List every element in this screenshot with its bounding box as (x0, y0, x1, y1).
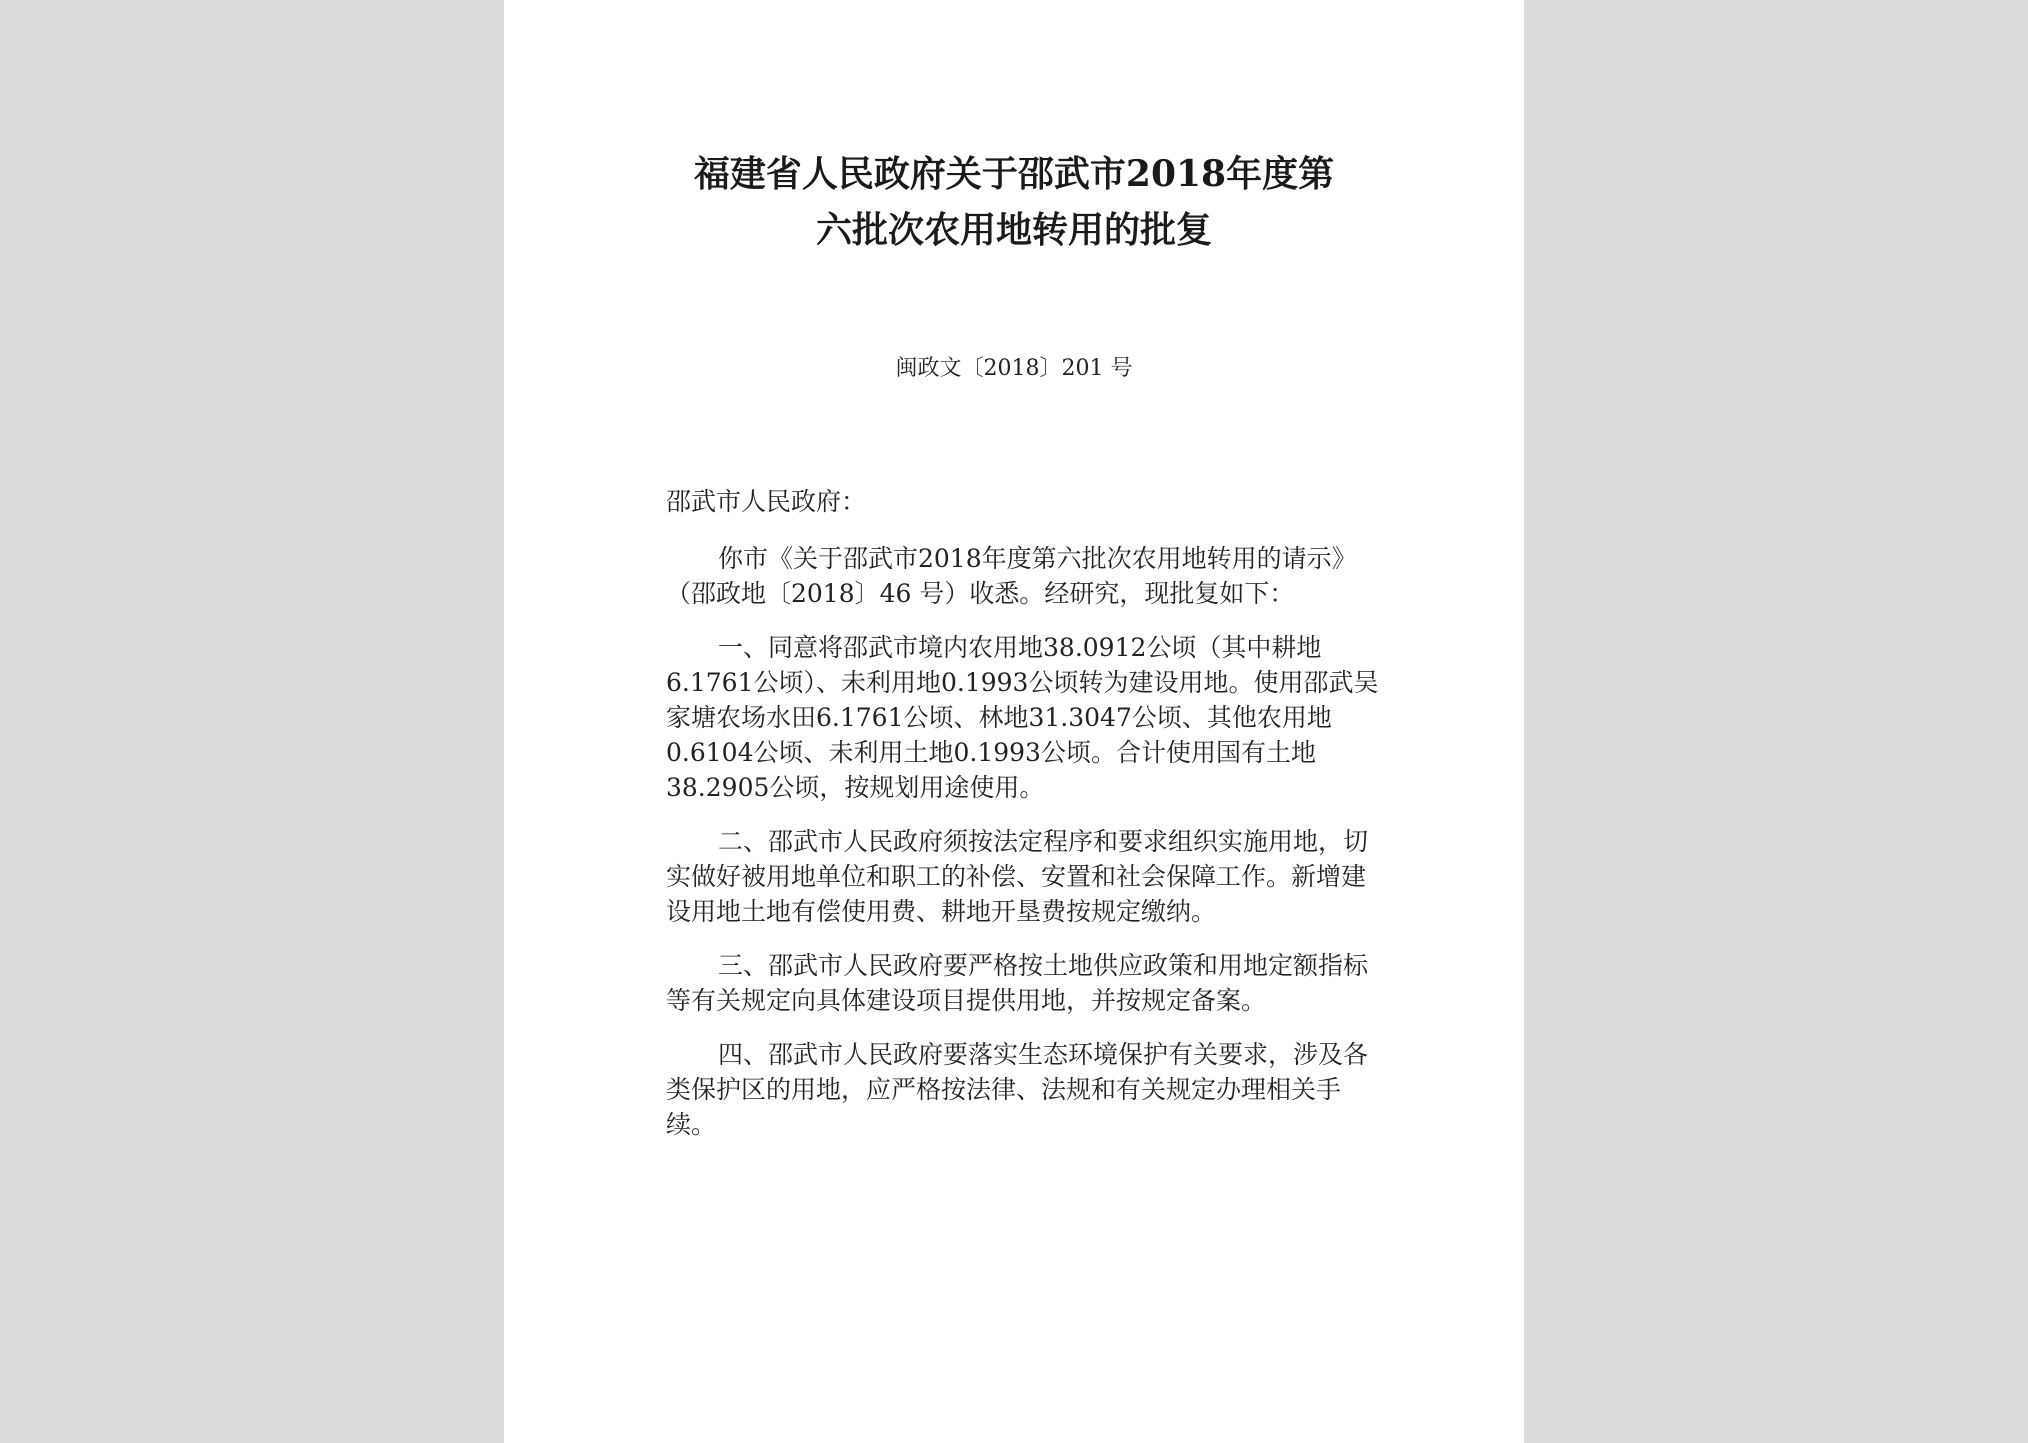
title-line-2: 六批次农用地转用的批复 (815, 209, 1212, 251)
salutation: 邵武市人民政府： (666, 487, 867, 516)
title-line-1: 福建省人民政府关于邵武市2018年度第 (693, 153, 1335, 195)
paragraph-item-3: 三、邵武市人民政府要严格按土地供应政策和用地定额指标等有关规定向具体建设项目提供用地，并按规定备案。 (666, 951, 1369, 1015)
paragraph-item-4: 四、邵武市人民政府要落实生态环境保护有关要求，涉及各类保护区的用地，应严格按法律、法规和有关规定办理相关手续。 (666, 1040, 1369, 1139)
document-number: 闽政文〔2018〕201 号 (895, 356, 1133, 381)
paragraph-item-1: 一、同意将邵武市境内农用地38.0912公顷（其中耕地6.1761公顷）、未利用地0.1993公顷转为建设用地。使用邵武吴家塘农场水田6.1761公顷、林地31.3047公顷、其他农用地0.6104公顷、未利用土地0.1993公顷。合计使用国有土地38.2905公顷，按规划用途使用。 (666, 633, 1379, 802)
paragraph-item-2: 二、邵武市人民政府须按法定程序和要求组织实施用地，切实做好被用地单位和职工的补偿、安置和社会保障工作。新增建设用地土地有偿使用费、耕地开垦费按规定缴纳。 (666, 827, 1369, 926)
document-page (504, 0, 1524, 1443)
document-title (504, 146, 1524, 258)
document-body (666, 484, 1386, 1161)
paragraph-intro: 你市《关于邵武市2018年度第六批次农用地转用的请示》（邵政地〔2018〕46 号）收悉。经研究，现批复如下： (666, 544, 1357, 608)
